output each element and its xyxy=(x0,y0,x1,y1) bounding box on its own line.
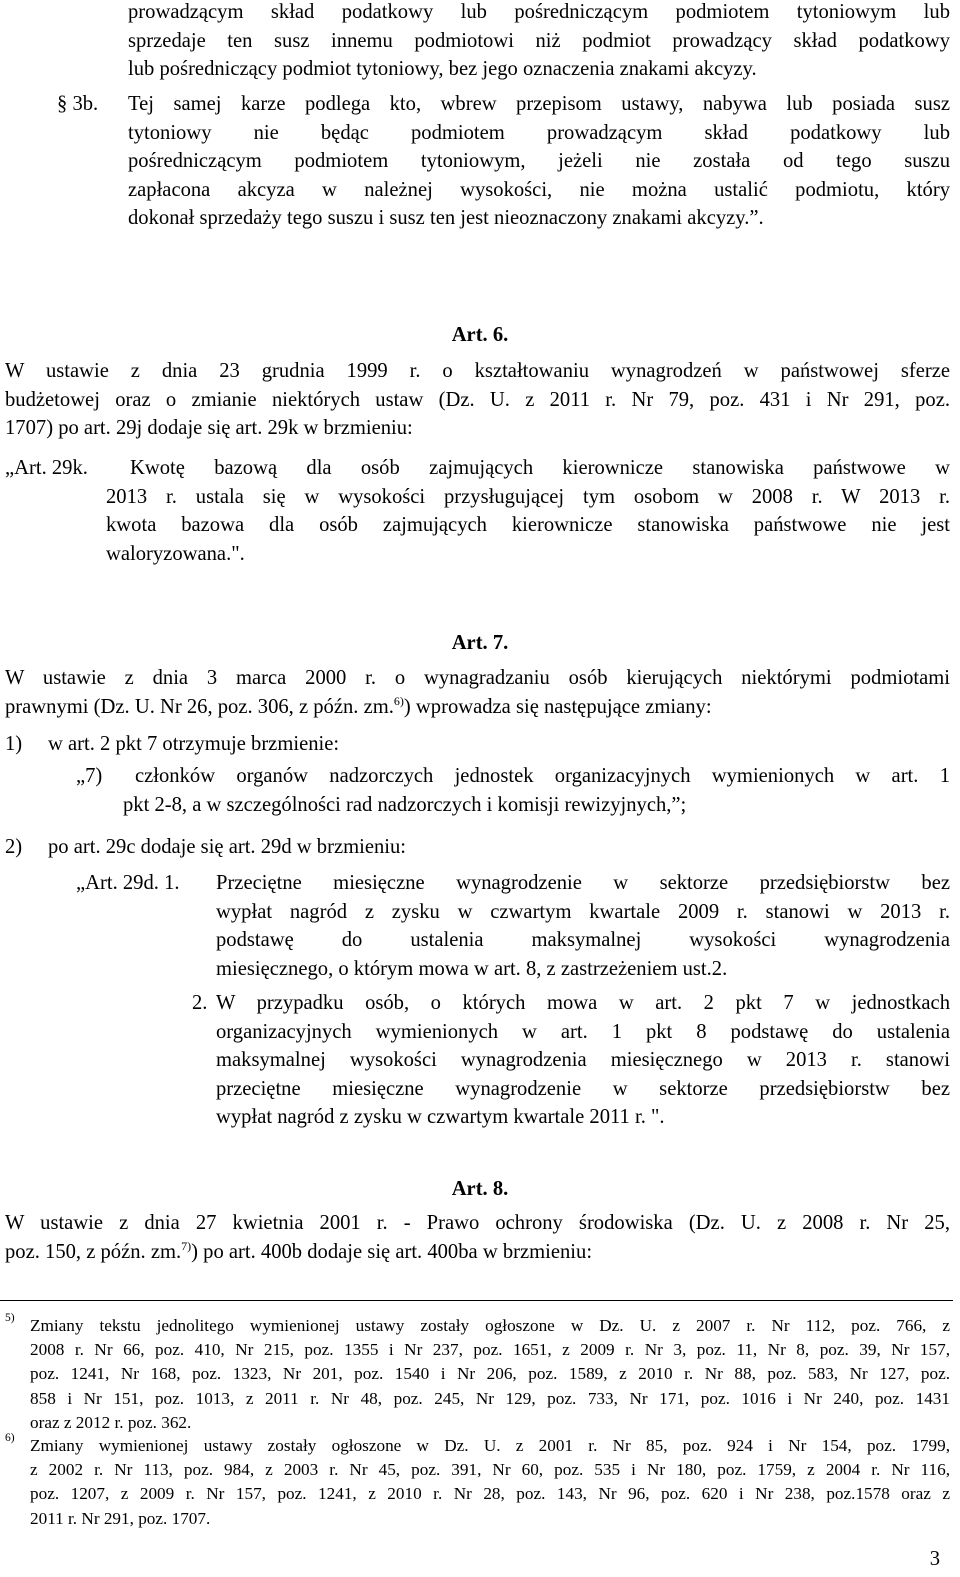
footnote-5-number: 5) xyxy=(5,1312,15,1324)
item-1-text: w art. 2 pkt 7 otrzymuje brzmienie: xyxy=(48,733,340,755)
footnote-separator xyxy=(0,1300,953,1301)
paragraph-line: waloryzowana.". xyxy=(106,542,245,565)
paragraph-line: W ustawie z dnia 27 kwietnia 2001 r. - Prawo ochrony środowiska (Dz. U. z 2008 r. Nr 25, xyxy=(5,1212,950,1234)
paragraph-line: maksymalnej wysokości wynagrodzenia miesięcznego w 2013 r. stanowi xyxy=(216,1049,950,1071)
paragraph-line: tytoniowy nie będąc podmiotem prowadzącym skład podatkowy lub xyxy=(128,121,950,144)
paragraph-line: lub pośredniczący podmiot tytoniowy, bez jego oznaczenia znakami akcyzy. xyxy=(128,58,757,80)
article-29d-label: „Art. 29d. 1. xyxy=(76,872,180,894)
paragraph-line: wypłat nagród z zysku w czwartym kwartale 2011 r. ". xyxy=(216,1106,665,1128)
article-29d-ust-2-label: 2. xyxy=(192,992,208,1014)
item-2-number: 2) xyxy=(5,836,23,858)
paragraph-line: kwota bazowa dla osób zajmujących kierownicze stanowiska państwowe nie jest xyxy=(106,514,950,536)
item-1-quote-label: „7) xyxy=(76,765,103,787)
section-3b-label: § 3b. xyxy=(57,93,99,115)
footnote-line: 2011 r. Nr 291, poz. 1707. xyxy=(30,1508,211,1528)
article-6-heading: Art. 6. xyxy=(451,324,509,346)
paragraph-line: organizacyjnych wymienionych w art. 1 pkt 8 podstawę do ustalenia xyxy=(216,1020,950,1043)
paragraph-line: W przypadku osób, o których mowa w art. 2 pkt 7 w jednostkach xyxy=(216,992,950,1014)
paragraph-line: wypłat nagród z zysku w czwartym kwartale 2009 r. stanowi w 2013 r. xyxy=(216,900,950,923)
article-29k-text xyxy=(106,454,950,568)
paragraph-line: miesięcznego, o którym mowa w art. 8, z zastrzeżeniem ust.2. xyxy=(216,957,728,980)
item-1-quote-text xyxy=(123,762,950,819)
item-2-text: po art. 29c dodaje się art. 29d w brzmieniu: xyxy=(48,836,406,858)
article-6-intro xyxy=(5,357,950,443)
paragraph-line: W ustawie z dnia 3 marca 2000 r. o wynagradzaniu osób kierujących niektórymi podmiotami xyxy=(5,667,950,689)
paragraph-line: pkt 2-8, a w szczególności rad nadzorczych i komisji rewizyjnych,”; xyxy=(123,793,687,816)
article-7-intro xyxy=(5,664,950,721)
paragraph-line: W ustawie z dnia 23 grudnia 1999 r. o kształtowaniu wynagrodzeń w państwowej sferze xyxy=(5,360,950,382)
page-number: 3 xyxy=(929,1548,940,1570)
paragraph-line: 2013 r. ustala się w wysokości przysługującej tym osobom w 2008 r. W 2013 r. xyxy=(106,485,950,508)
footnote-line: Zmiany wymienionej ustawy zostały ogłoszone w Dz. U. z 2001 r. Nr 85, poz. 924 i Nr 154, poz. 1799, xyxy=(30,1436,950,1455)
article-8-intro xyxy=(5,1209,950,1266)
footnote-line: poz. 1241, Nr 168, poz. 1323, Nr 201, poz. 1540 i Nr 206, poz. 1589, z 2010 r. Nr 88, poz. 583, Nr 127, poz. xyxy=(30,1364,950,1384)
paragraph-line: 1707) po art. 29j dodaje się art. 29k w brzmieniu: xyxy=(5,417,413,439)
paragraph-line: prowadzącym skład podatkowy lub pośredniczącym podmiotem tytoniowym lub xyxy=(128,1,950,23)
footnote-line: 2008 r. Nr 66, poz. 410, Nr 215, poz. 1355 i Nr 237, poz. 1651, z 2009 r. Nr 3, poz. 11, Nr 8, poz. 39, Nr 157, xyxy=(30,1340,950,1360)
paragraph-line: budżetowej oraz o zmianie niektórych ustaw (Dz. U. z 2011 r. Nr 79, poz. 431 i Nr 291, poz. xyxy=(5,388,950,411)
footnote-line: poz. 1207, z 2009 r. Nr 157, poz. 1241, z 2010 r. Nr 28, poz. 143, Nr 96, poz. 620 i Nr 238, poz.1578 oraz z xyxy=(30,1484,950,1504)
footnote-line: Zmiany tekstu jednolitego wymienionej ustawy zostały ogłoszone w Dz. U. z 2007 r. Nr 112, poz. 766, z xyxy=(30,1316,950,1335)
paragraph-line: sprzedaje ten susz innemu podmiotowi niż podmiot prowadzący skład podatkowy xyxy=(128,29,950,52)
article-7-heading: Art. 7. xyxy=(451,632,509,654)
footnote-ref-7[interactable]: 7) xyxy=(181,1238,192,1253)
article-8-heading: Art. 8. xyxy=(451,1178,509,1200)
paragraph-line: Tej samej karze podlega kto, wbrew przepisom ustawy, nabywa lub posiada susz xyxy=(128,93,950,115)
continuation-paragraph xyxy=(128,0,950,84)
article-29k-label: „Art. 29k. xyxy=(5,457,88,479)
paragraph-line: przeciętne miesięczne wynagrodzenie w sektorze przedsiębiorstw bez xyxy=(216,1077,950,1100)
article-29d-ust-1 xyxy=(216,869,950,983)
footnote-line: 858 i Nr 151, poz. 1013, z 2011 r. Nr 48, poz. 245, Nr 129, poz. 733, Nr 171, poz. 1016 i Nr 240, poz. 1431 xyxy=(30,1388,950,1408)
paragraph-line: podstawę do ustalenia maksymalnej wysokości wynagrodzenia xyxy=(216,929,950,951)
paragraph-line: pośredniczącym podmiotem tytoniowym, jeżeli nie została od tego suszu xyxy=(128,150,950,172)
paragraph-line: poz. 150, z późn. zm.$^{7)}$) po art. 400b dodaje się art. 400ba w brzmieniu: xyxy=(5,1238,593,1263)
footnote-6-number: 6) xyxy=(5,1432,15,1444)
footnote-6-text xyxy=(30,1434,950,1531)
paragraph-line: prawnymi (Dz. U. Nr 26, poz. 306, z późn. zm.$^{6)}$) wprowadza się następujące zmiany: xyxy=(5,693,712,718)
article-29d-ust-2 xyxy=(216,989,950,1132)
section-3b-paragraph xyxy=(128,90,950,233)
paragraph-line: zapłacona akcyza w należnej wysokości, nie można ustalić podmiotu, który xyxy=(128,178,950,201)
item-1-number: 1) xyxy=(5,733,23,755)
paragraph-line: Przeciętne miesięczne wynagrodzenie w sektorze przedsiębiorstw bez xyxy=(216,872,950,894)
footnote-5-text xyxy=(30,1314,950,1435)
footnote-line: oraz z 2012 r. poz. 362. xyxy=(30,1412,192,1432)
paragraph-line: Kwotę bazową dla osób zajmujących kierownicze stanowiska państwowe w xyxy=(130,457,950,479)
paragraph-line: członków organów nadzorczych jednostek organizacyjnych wymienionych w art. 1 xyxy=(135,765,950,787)
paragraph-line: dokonał sprzedaży tego suszu i susz ten jest nieoznaczony znakami akcyzy.”. xyxy=(128,207,764,229)
footnote-ref-6[interactable]: 6) xyxy=(393,693,404,708)
footnote-line: z 2002 r. Nr 113, poz. 984, z 2003 r. Nr 45, poz. 391, Nr 60, poz. 535 i Nr 180, poz. 1759, z 2004 r. Nr 116, xyxy=(30,1460,950,1480)
